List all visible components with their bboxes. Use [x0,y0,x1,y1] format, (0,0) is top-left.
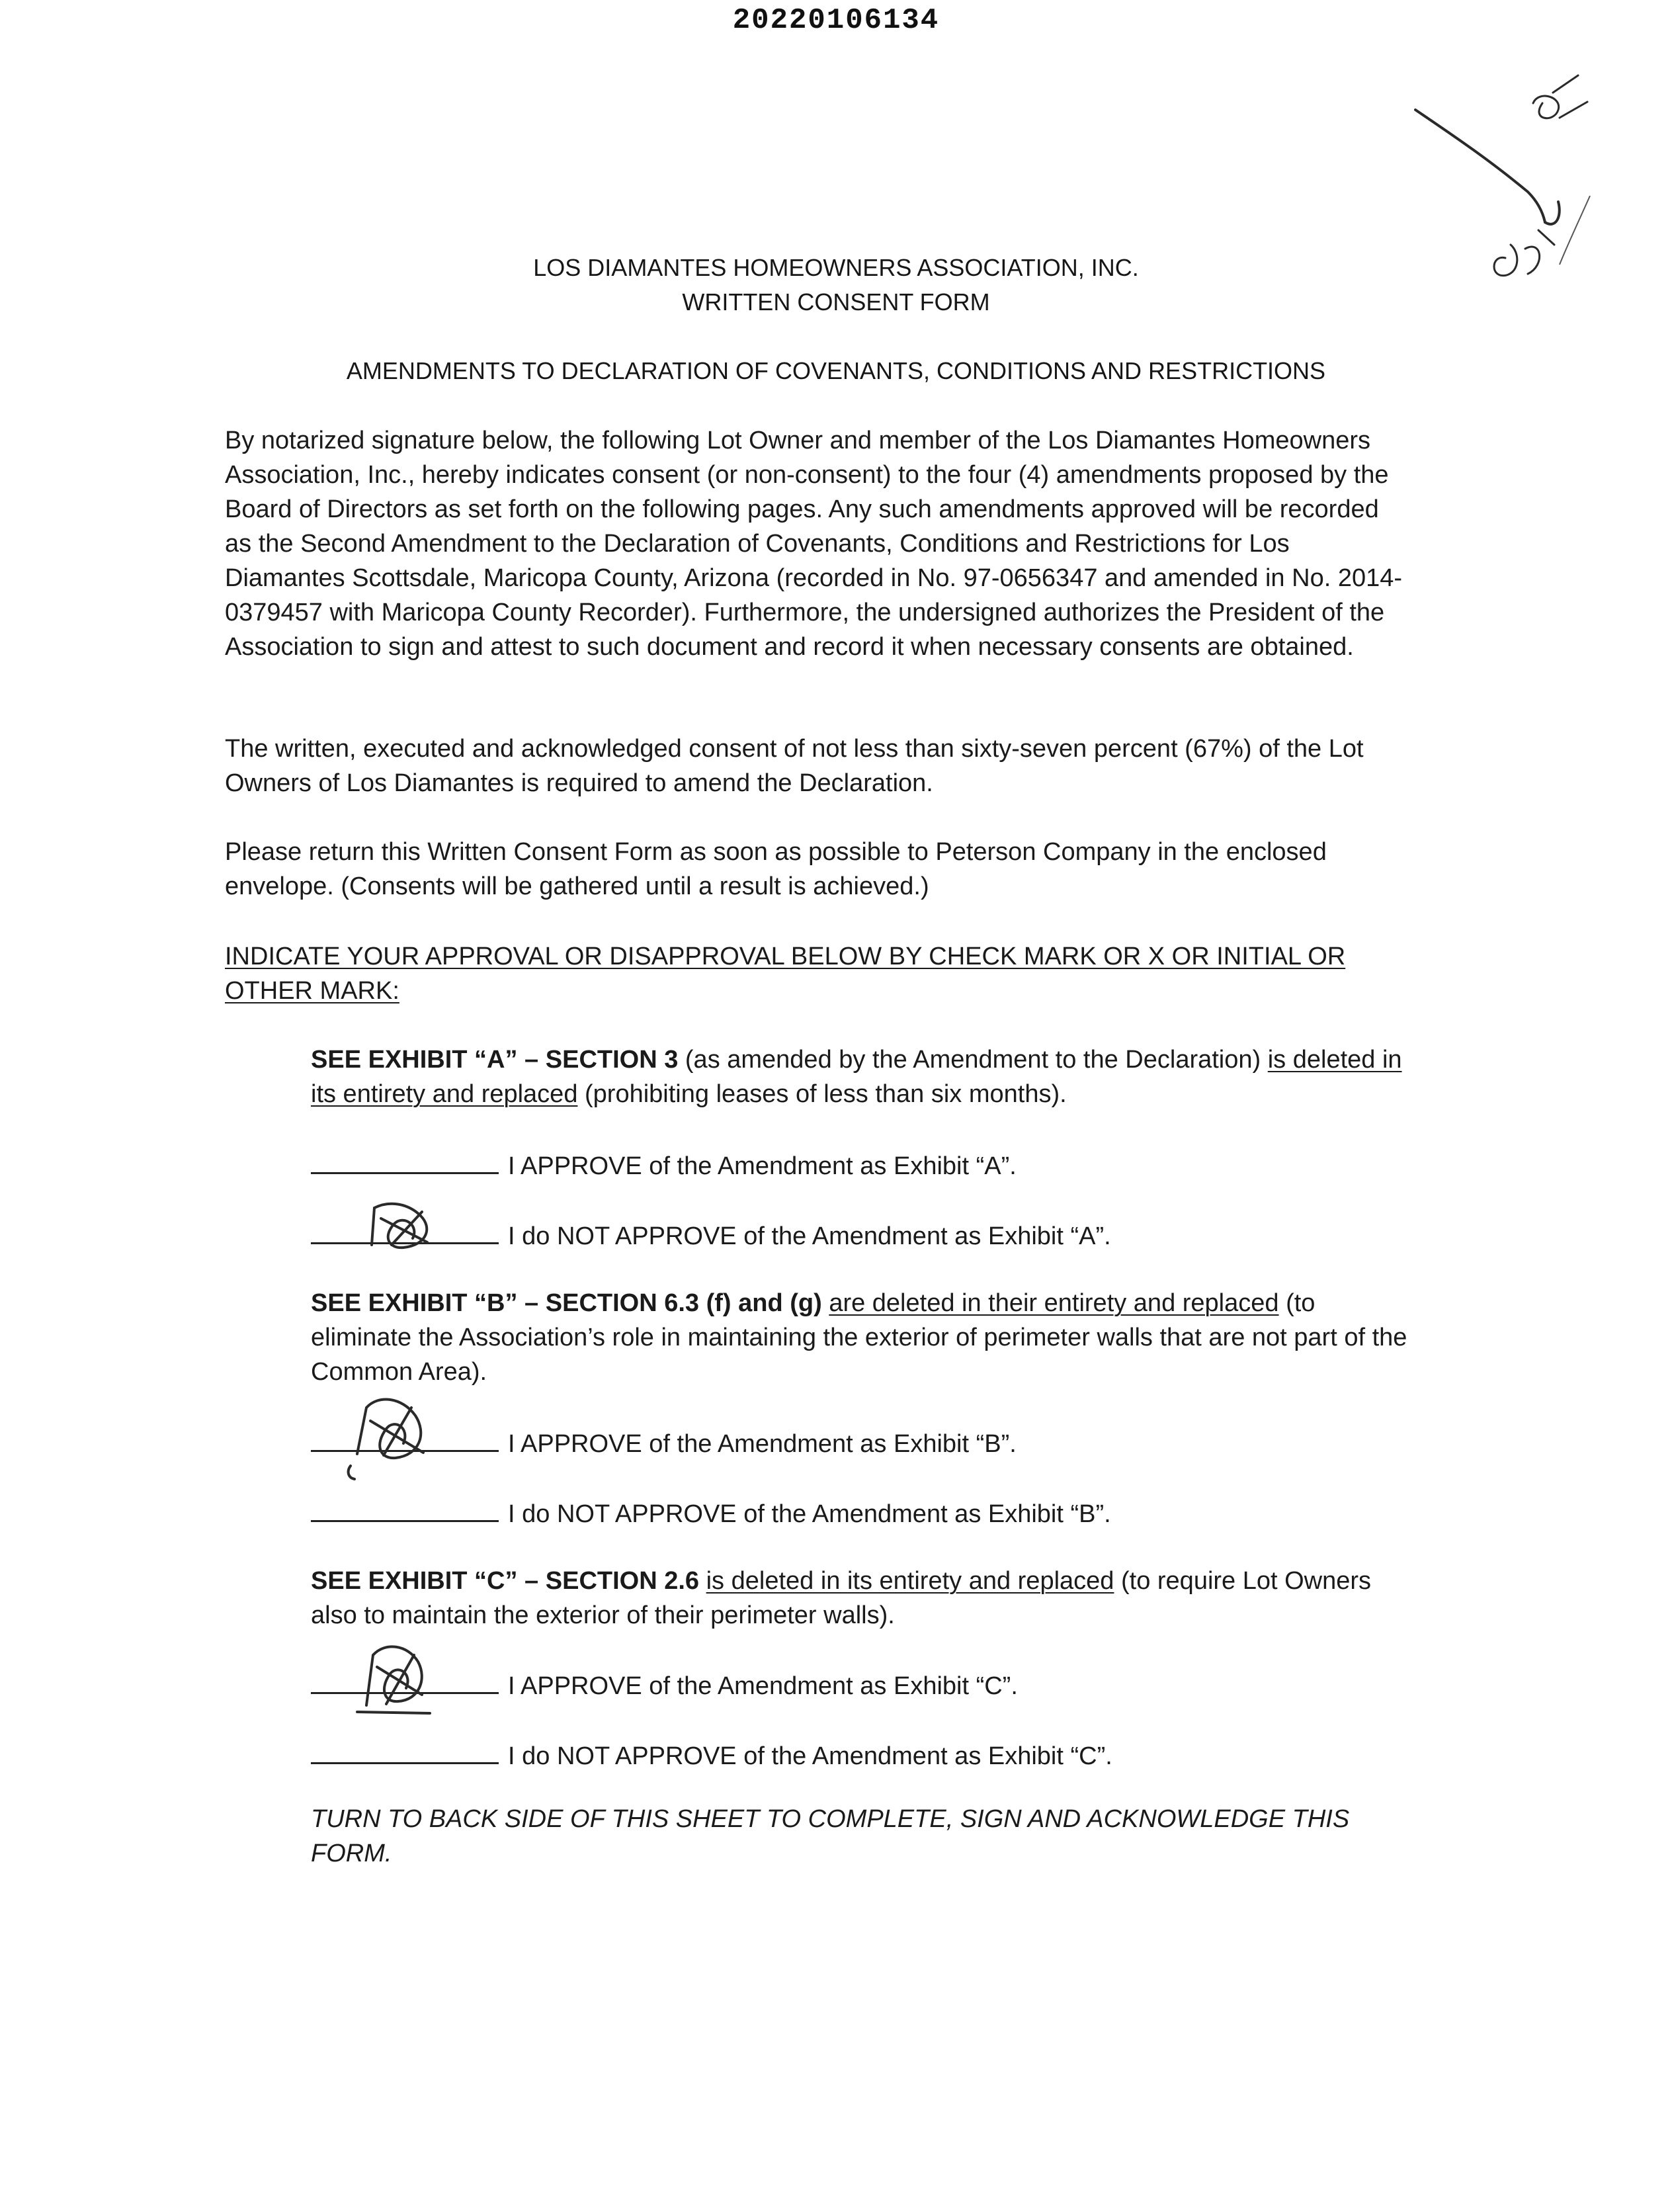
exhibit-text: (as amended by the Amendment to the Declaration) [678,1046,1268,1074]
exhibit-a-approve-option[interactable] [311,1146,1017,1180]
option-label: I do NOT APPROVE of the Amendment as Exhibit “C”. [508,1742,1112,1770]
form-subject: AMENDMENTS TO DECLARATION OF COVENANTS, CONDITIONS AND RESTRICTIONS [346,357,1326,384]
exhibit-text: (to require Lot Owners also to maintain the exterior of their perimeter walls). [311,1567,1372,1629]
exhibit-underlined-text: are deleted in their entirety and replaced [829,1289,1279,1317]
exhibit-b-approve-option[interactable] [311,1424,1017,1458]
footer-instruction: TURN TO BACK SIDE OF THIS SHEET TO COMPLETE, SIGN AND ACKNOWLEDGE THIS FORM. [311,1805,1350,1867]
handwritten-initials-mark [337,1381,450,1480]
mark-blank[interactable] [311,1494,499,1522]
exhibit-a-not-approve-option[interactable] [311,1216,1111,1250]
return-instructions: Please return this Written Consent Form as soon as possible to Peterson Company in the enclosed envelope. (Consents will be gathered until a result is achieved.) [225,838,1327,900]
exhibit-c-description [311,1564,1422,1633]
exhibit-text: (to eliminate the Association’s role in maintaining the exterior of perimeter walls that are not part of the Common Area). [311,1289,1407,1386]
exhibit-c-not-approve-option[interactable] [311,1736,1112,1770]
exhibit-underlined-text: is deleted in its entirety and replaced [706,1567,1114,1595]
option-label: I do NOT APPROVE of the Amendment as Exhibit “A”. [508,1222,1111,1250]
option-label: I do NOT APPROVE of the Amendment as Exhibit “B”. [508,1500,1111,1528]
exhibit-text: (prohibiting leases of less than six months). [577,1080,1067,1108]
handwritten-corner-marks [1389,66,1607,284]
exhibit-text [822,1289,829,1317]
exhibit-c-approve-option[interactable] [311,1666,1018,1700]
exhibit-text [699,1567,706,1595]
mark-blank[interactable] [311,1216,499,1244]
exhibit-underlined-text: is deleted in its entirety and replaced [311,1046,1402,1108]
handwritten-initials-mark [364,1199,443,1254]
indicate-instruction: INDICATE YOUR APPROVAL OR DISAPPROVAL BELOW BY CHECK MARK OR X OR INITIAL OR OTHER MARK: [225,943,1346,1005]
mark-blank[interactable] [311,1666,499,1694]
handwritten-initials-mark [351,1626,443,1719]
option-label: I APPROVE of the Amendment as Exhibit “A”. [508,1152,1017,1180]
exhibit-b-not-approve-option[interactable] [311,1494,1111,1528]
mark-blank[interactable] [311,1424,499,1452]
mark-blank[interactable] [311,1146,499,1174]
exhibit-a-description [311,1042,1422,1111]
requirement-paragraph: The written, executed and acknowledged consent of not less than sixty-seven percent (67%) of the Lot Owners of Los Diamantes is required to amend the Declaration. [225,735,1364,797]
mark-blank[interactable] [311,1736,499,1764]
option-label: I APPROVE of the Amendment as Exhibit “B”. [508,1430,1017,1458]
exhibit-heading: SEE EXHIBIT “A” – SECTION 3 [311,1046,679,1074]
form-title: WRITTEN CONSENT FORM [682,288,990,316]
exhibit-heading: SEE EXHIBIT “B” – SECTION 6.3 (f) and (g) [311,1289,822,1317]
recording-number: 20220106134 [732,4,940,37]
exhibit-b-description [311,1286,1422,1389]
option-label: I APPROVE of the Amendment as Exhibit “C”. [508,1672,1018,1700]
intro-paragraph: By notarized signature below, the following Lot Owner and member of the Los Diamantes Homeowners Association, Inc., hereby indicates consent (or non-consent) to the four (4) amendments proposed by the Board of Directors as set forth on the following pages. Any such amendments approved will be recorded as the Second Amendment to the Declaration of Covenants, Conditions and Restrictions for Los Diamantes Scottsdale, Maricopa County, Arizona (recorded in No. 97-0656347 and amended in No. 2014-0379457 with Maricopa County Recorder). Furthermore, the undersigned authorizes the President of the Association to sign and attest to such document and record it when necessary consents are obtained. [225,427,1403,661]
association-name: LOS DIAMANTES HOMEOWNERS ASSOCIATION, INC. [533,254,1139,281]
exhibit-heading: SEE EXHIBIT “C” – SECTION 2.6 [311,1567,700,1595]
